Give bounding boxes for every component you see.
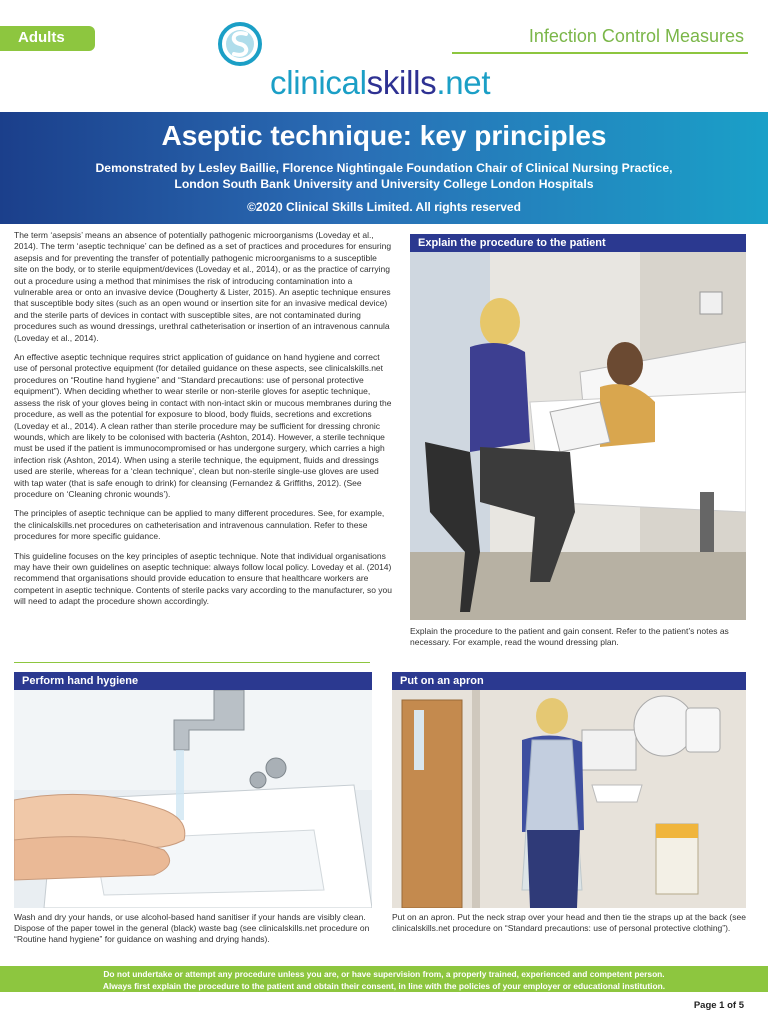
copyright-notice: ©2020 Clinical Skills Limited. All rights reserved bbox=[247, 200, 521, 214]
apron-illustration bbox=[392, 690, 746, 908]
intro-paragraph: The term ‘asepsis’ means an absence of potentially pathogenic microorganisms (Loveday et al., 2014). The term ‘aseptic technique’ can be defined as a set of practices and procedures for ensuring asepsis and for preventing the transfer of potentially pathogenic microorganisms to a susceptible site on the body, or to sterile equipment/devices (Loveday et al., 2014), or as the practice of carrying out a procedure using a method that minimises the risk of introducing contamination into a vulnerable area or onto an invasive device (Dougherty & Lister, 2015). An aseptic technique ensures that susceptible body sites (such as an open wound or insertion site for an invasive medical device) and the sterile parts of devices in contact with susceptible sites, are not contaminated during procedures such as wound dressings, urethral catheterisation or insertion of an intravenous cannula (Loveday et al., 2014). bbox=[14, 230, 392, 343]
panel-title-explain: Explain the procedure to the patient bbox=[410, 234, 746, 252]
panel-title-hygiene: Perform hand hygiene bbox=[14, 672, 372, 690]
section-divider bbox=[14, 662, 370, 663]
logo-wordmark bbox=[270, 64, 490, 102]
page-number: Page 1 of 5 bbox=[693, 1000, 744, 1011]
panel-title-apron: Put on an apron bbox=[392, 672, 746, 690]
logo-part-skills: skills bbox=[366, 64, 437, 101]
patient-consultation-illustration bbox=[410, 252, 746, 620]
intro-paragraph: An effective aseptic technique requires strict application of guidance on hand hygiene and correct use of personal protective equipment (for detailed guidance on these aspects, see clinicalskills.net procedures on “Routine hand hygiene” and “Standard precautions: use of personal protective equipment”). When deciding whether to wear sterile or non-sterile gloves for aseptic technique, assess the risk of your gloves being in contact with non-intact skin or mucous membranes during the procedure, as well as the potential for exposure to blood, body fluids, secretions and excretions (Loveday et al., 2014). A clean rather than sterile procedure may be sufficient for dressing chronic wounds, which are likely to be colonised with bacteria (Ashton, 2014). However, a sterile technique must be used if the patient is immunocompromised or has undergone surgery, which carries a high infection risk (Ashton, 2014). When using a sterile technique, the equipment, fluids and dressings used are sterile, whereas for a ‘clean technique’, clean but non-sterile single-use gloves are used with tap water (that is safe enough to drink) for cleansing (Fernandez & Griffiths, 2012). (See procedure on ‘Cleaning chronic wounds’). bbox=[14, 352, 392, 499]
disclaimer-line-1: Do not undertake or attempt any procedure unless you are, or have supervision from, a properly trained, experienced and competent person. bbox=[103, 969, 665, 979]
logo-part-net: .net bbox=[436, 64, 491, 101]
audience-badge: Adults bbox=[0, 26, 95, 51]
demonstrator-line-2: London South Bank University and University College London Hospitals bbox=[174, 177, 594, 191]
disclaimer-line-2: Always first explain the procedure to the patient and obtain their consent, in line with the policies of your employer or educational institution. bbox=[102, 981, 666, 991]
disclaimer-footer bbox=[0, 966, 768, 992]
intro-paragraph: The principles of aseptic technique can be applied to many different procedures. See, for example, the clinicalskills.net procedures on catheterisation and intravenous cannulation. Refer to these procedures for more specific guidance. bbox=[14, 508, 385, 542]
caption-apron: Put on an apron. Put the neck strap over your head and then tie the straps up at the back (see clinicalskills.net procedure on “Standard precautions: use of personal protective clothing”). bbox=[392, 912, 746, 933]
logo-part-clinical: clinical bbox=[270, 64, 367, 101]
hand-washing-illustration bbox=[14, 690, 372, 908]
page-title: Aseptic technique: key principles bbox=[161, 120, 607, 151]
category-label: Infection Control Measures bbox=[528, 26, 744, 46]
caption-explain: Explain the procedure to the patient and gain consent. Refer to the patient’s notes as necessary. For example, read the wound dressing plan. bbox=[410, 626, 729, 647]
caption-hygiene: Wash and dry your hands, or use alcohol-based hand sanitiser if your hands are visibly clean. Dispose of the paper towel in the general (black) waste bag (see clinicalskills.net procedure on “Routine hand hygiene” for guidance on washing and drying hands). bbox=[14, 912, 370, 944]
intro-paragraph: This guideline focuses on the key principles of aseptic technique. Note that individual organisations may have their own guidelines on aseptic technique: always follow local policy. Loveday et al. (2014) recommend that organisations should provide education to ensure that healthcare workers are competent in aseptic technique. Contents of sterile packs vary according to the manufacturer, so you will need to adapt the procedure shown accordingly. bbox=[14, 550, 392, 607]
title-banner bbox=[0, 112, 768, 224]
demonstrator-line-1: Demonstrated by Lesley Baillie, Florence Nightingale Foundation Chair of Clinical Nursing Practice, bbox=[95, 161, 673, 175]
demonstrator-credit bbox=[0, 160, 768, 192]
intro-text bbox=[14, 230, 392, 616]
